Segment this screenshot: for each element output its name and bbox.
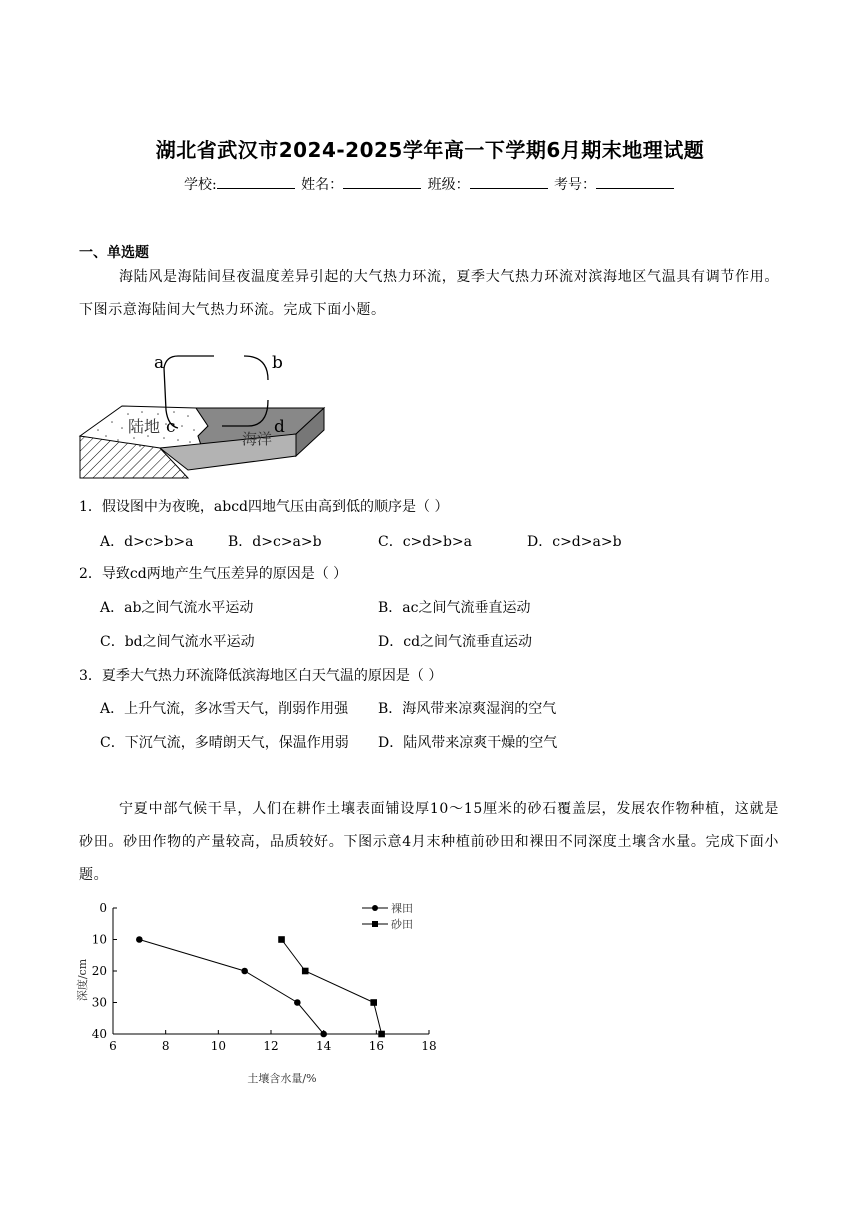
chart-series <box>136 936 385 1037</box>
x-tick-label: 10 <box>210 1039 226 1053</box>
q3-option-d[interactable]: D．陆风带来凉爽干燥的空气 <box>378 735 558 751</box>
q1-option-a[interactable]: A．d>c>b>a <box>100 534 194 550</box>
y-axis-label: 深度/cm <box>76 958 89 1002</box>
x-tick-label: 12 <box>263 1039 279 1053</box>
data-point-circle <box>241 968 248 975</box>
y-tick-label: 30 <box>91 995 107 1010</box>
x-tick-label: 8 <box>161 1039 170 1053</box>
y-tick-label: 0 <box>99 901 107 915</box>
data-point-circle <box>320 1031 327 1038</box>
x-tick-label: 16 <box>368 1039 384 1053</box>
y-tick-label: 40 <box>91 1027 107 1041</box>
passage-1: 海陆风是海陆间昼夜温度差异引起的大气热力环流，夏季大气热力环流对滨海地区气温具有调节作用。下图示意海陆间大气热力环流。完成下面小题。 <box>79 269 779 318</box>
q2-option-d[interactable]: D．cd之间气流垂直运动 <box>378 634 533 650</box>
q3-option-c[interactable]: C．下沉气流，多晴朗天气，保温作用弱 <box>100 735 349 751</box>
sea-label: 海洋 <box>242 430 273 448</box>
point-c-label: c <box>166 417 176 437</box>
x-tick-label: 18 <box>421 1039 437 1053</box>
soil-moisture-chart <box>70 896 450 1091</box>
y-tick-label: 20 <box>91 964 107 978</box>
class-blank[interactable] <box>470 176 548 189</box>
q1-option-d[interactable]: D．c>d>a>b <box>527 534 622 550</box>
x-axis-label: 土壤含水量/% <box>247 1072 317 1085</box>
legend-marker <box>372 905 378 911</box>
q1-option-b[interactable]: B．d>c>a>b <box>228 534 322 550</box>
q2-option-b[interactable]: B．ac之间气流垂直运动 <box>378 600 531 616</box>
section-heading: 一、单选题 <box>79 245 149 261</box>
school-label: 学校: <box>183 177 217 193</box>
legend-marker <box>372 921 378 927</box>
data-point-square <box>378 1031 385 1038</box>
q2-option-c[interactable]: C．bd之间气流水平运动 <box>100 634 255 650</box>
data-point-square <box>302 968 309 975</box>
y-tick-label: 10 <box>91 932 107 947</box>
question-2-stem: 2．导致cd两地产生气压差异的原因是（ ） <box>79 566 348 582</box>
series-line-1 <box>139 940 323 1035</box>
q3-option-b[interactable]: B．海风带来凉爽湿润的空气 <box>378 701 557 717</box>
q3-option-a[interactable]: A．上升气流，多冰雪天气，削弱作用强 <box>100 701 349 717</box>
question-3-stem: 3．夏季大气热力环流降低滨海地区白天气温的原因是（ ） <box>79 668 443 684</box>
upper-flow-left <box>164 356 214 368</box>
legend-label: 裸田 <box>391 902 413 915</box>
data-point-circle <box>294 999 301 1006</box>
data-point-square <box>370 999 377 1006</box>
question-1-stem: 1．假设图中为夜晚，abcd四地气压由高到低的顺序是（ ） <box>79 499 449 515</box>
series-line-2 <box>282 940 382 1035</box>
land-label: 陆地 <box>128 417 161 436</box>
name-blank[interactable] <box>343 176 421 189</box>
chart-legend <box>362 902 413 931</box>
class-label: 班级： <box>427 177 470 193</box>
x-tick-label: 14 <box>316 1039 332 1053</box>
point-b-label: b <box>272 353 283 373</box>
land-sea-circulation-diagram <box>78 344 338 480</box>
q1-option-c[interactable]: C．c>d>b>a <box>378 534 473 550</box>
upper-flow-right <box>244 356 268 380</box>
q2-option-a[interactable]: A．ab之间气流水平运动 <box>100 600 254 616</box>
exam-no-blank[interactable] <box>596 176 674 189</box>
point-d-label: d <box>274 417 285 437</box>
name-label: 姓名： <box>301 177 344 193</box>
page-title: 湖北省武汉市2024-2025学年高一下学期6月期末地理试题 <box>155 138 705 162</box>
data-point-circle <box>136 936 143 943</box>
point-a-label: a <box>154 353 165 373</box>
x-tick-label: 6 <box>109 1039 117 1053</box>
passage-2: 宁夏中部气候干旱，人们在耕作土壤表面铺设厚10～15厘米的砂石覆盖层，发展农作物种植，这就是砂田。砂田作物的产量较高，品质较好。下图示意4月末种植前砂田和裸田不同深度土壤含水量。完成下面小题。 <box>79 801 779 883</box>
data-point-square <box>278 936 285 943</box>
school-blank[interactable] <box>217 176 295 189</box>
exam-no-label: 考号： <box>554 177 597 193</box>
legend-label: 砂田 <box>391 918 413 931</box>
student-info-line <box>0 174 860 194</box>
